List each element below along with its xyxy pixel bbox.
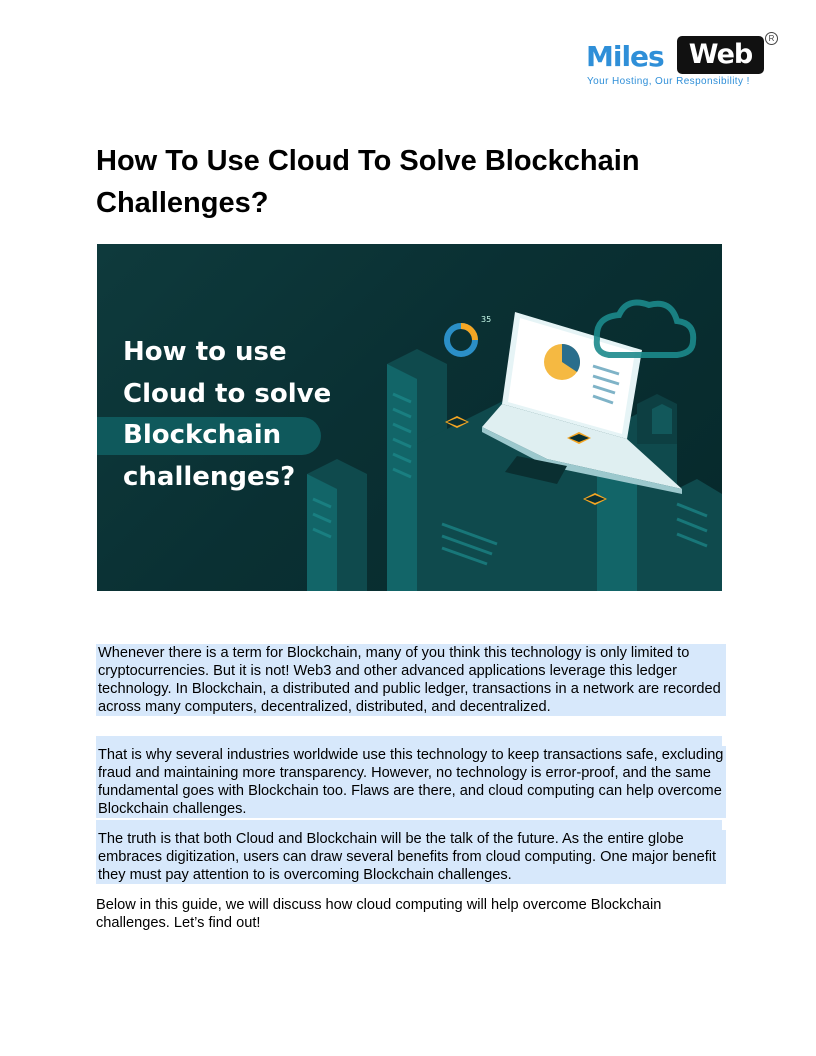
hero-badge-label: 35 (481, 315, 492, 324)
hero-line-1: How to use (123, 337, 287, 367)
hero-line-3: Blockchain (123, 420, 282, 450)
page-title: How To Use Cloud To Solve Blockchain Challenges? (96, 145, 640, 219)
hero-image (97, 244, 722, 591)
paragraph-industries: That is why several industries worldwide use this technology to keep transactions safe, excluding fraud and maintaining more transparency. However, no technology is error-proof, and the same fundamental goes with Blockchain too. Flaws are there, and cloud computing can help overcome Blockchain challenges. (96, 746, 726, 818)
hero-line-2: Cloud to solve (123, 378, 332, 409)
paragraph-intro: Whenever there is a term for Blockchain, many of you think this technology is only limited to cryptocurrencies. But it is not! Web3 and other advanced applications leverage this ledger technology. In Blockchain, a distributed and public ledger, transactions in a network are recorded across many computers, decentralized, distributed, and decentralized. (96, 644, 726, 716)
highlight-gap (96, 736, 722, 746)
highlight-gap (96, 820, 722, 830)
registered-mark-icon: R (765, 32, 778, 45)
hero-line-4: challenges? (123, 461, 296, 492)
logo-web-text: Web (677, 36, 764, 74)
mileseweb-logo[interactable] (584, 34, 784, 94)
paragraph-guide: Below in this guide, we will discuss how cloud computing will help overcome Blockchain challenges. Let’s find out! (96, 897, 662, 931)
paragraph-future: The truth is that both Cloud and Blockchain will be the talk of the future. As the entire globe embraces digitization, users can draw several benefits from cloud computing. One major benefit they must pay attention to is overcoming Blockchain challenges. (96, 830, 726, 884)
logo-tagline: Your Hosting, Our Responsibility ! (587, 76, 750, 87)
logo-miles-text: Miles (586, 40, 664, 73)
hero-headline (123, 332, 331, 498)
